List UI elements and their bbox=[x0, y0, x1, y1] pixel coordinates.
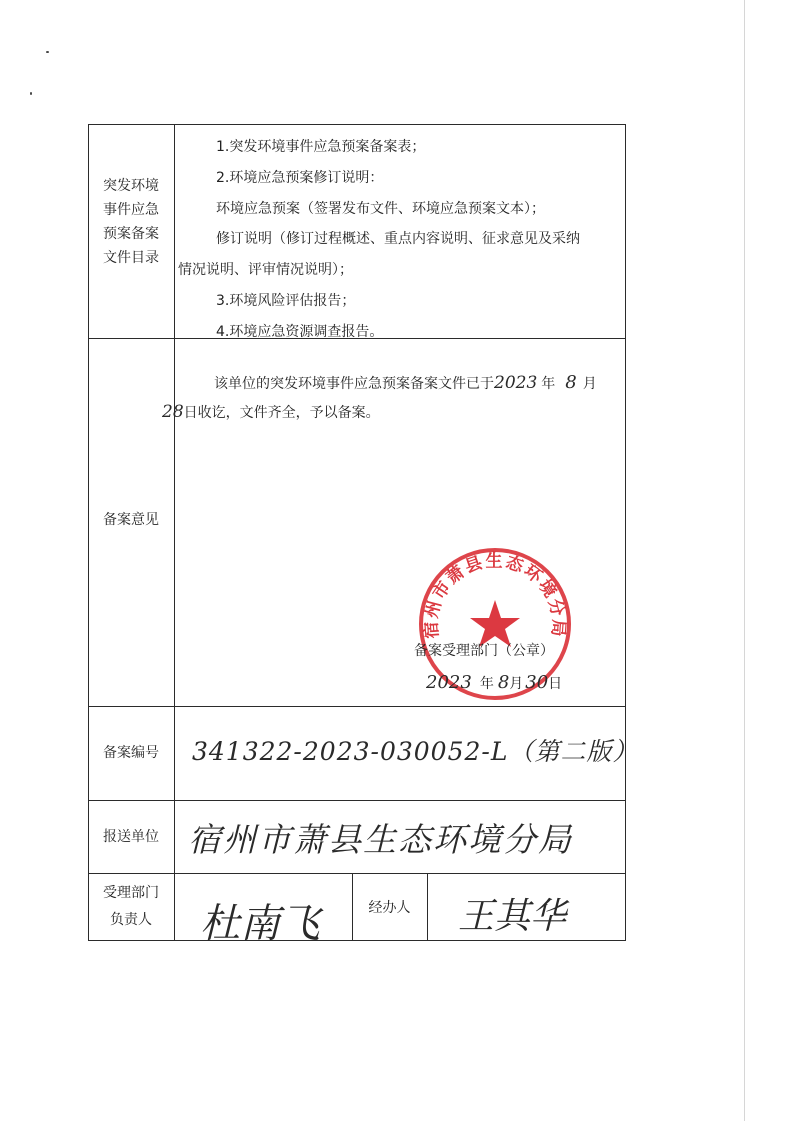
catalog-item: 1.突发环境事件应急预案备案表； bbox=[216, 139, 426, 155]
catalog-label-line: 文件目录 bbox=[103, 250, 159, 266]
catalog-list bbox=[178, 132, 618, 348]
year-unit: 年 bbox=[541, 376, 556, 392]
dept-head-label-line: 负责人 bbox=[110, 912, 152, 928]
sign-day-unit: 日 bbox=[548, 676, 563, 692]
scan-speck bbox=[30, 92, 32, 95]
submitting-unit-label: 报送单位 bbox=[103, 829, 159, 845]
record-no-handwritten: 341322-2023-030052-L（第二版） bbox=[192, 737, 639, 766]
row-divider bbox=[88, 873, 626, 874]
opinion-label: 备案意见 bbox=[103, 512, 159, 528]
opinion-prefix: 该单位的突发环境事件应急预案备案文件已于 bbox=[214, 376, 494, 392]
opinion-suffix: 日收讫，文件齐全，予以备案。 bbox=[183, 405, 380, 421]
catalog-label-line: 事件应急 bbox=[103, 202, 159, 218]
handler-label: 经办人 bbox=[368, 900, 411, 916]
handwritten-month: 8 bbox=[565, 372, 577, 393]
catalog-label-line: 预案备案 bbox=[103, 226, 159, 242]
catalog-item: 2.环境应急预案修订说明： bbox=[216, 169, 384, 186]
record-no-label: 备案编号 bbox=[103, 745, 159, 761]
dept-head-label bbox=[88, 880, 174, 934]
sign-year-unit: 年 bbox=[479, 676, 494, 692]
sign-year: 2023 bbox=[426, 672, 472, 693]
page-edge bbox=[744, 0, 745, 1121]
catalog-label bbox=[88, 174, 174, 270]
sign-month-unit: 月 bbox=[509, 676, 524, 692]
sign-month: 8 bbox=[497, 672, 510, 693]
scan-speck bbox=[46, 51, 49, 53]
opinion-line-2 bbox=[162, 402, 380, 422]
row-divider bbox=[88, 800, 626, 801]
table-border-right bbox=[625, 124, 626, 941]
column-divider-signatures bbox=[427, 873, 428, 941]
catalog-label-line: 突发环境 bbox=[103, 178, 159, 194]
sign-date bbox=[426, 672, 562, 693]
submitting-unit-handwritten: 宿州市萧县生态环境分局 bbox=[188, 820, 573, 859]
catalog-item: 4.环境应急资源调查报告。 bbox=[216, 323, 384, 340]
filing-form-table bbox=[88, 124, 639, 947]
table-border-bottom bbox=[88, 940, 626, 941]
catalog-item: 修订说明（修订过程概述、重点内容说明、征求意见及采纳 bbox=[216, 231, 580, 248]
receiving-dept-label: 备案受理部门（公章） bbox=[414, 643, 554, 659]
opinion-line-1 bbox=[214, 372, 597, 393]
table-border-top bbox=[88, 124, 626, 125]
handler-signature: 王其华 bbox=[458, 896, 567, 937]
handwritten-year: 2023 bbox=[494, 373, 538, 393]
seal-text: 宿州市萧县生态环境分局 bbox=[421, 551, 569, 640]
month-unit: 月 bbox=[582, 376, 597, 392]
catalog-item: 环境应急预案（签署发布文件、环境应急预案文本）； bbox=[216, 200, 545, 217]
column-divider bbox=[174, 124, 175, 941]
dept-head-signature: 杜南飞 bbox=[200, 901, 320, 947]
catalog-item: 情况说明、评审情况说明）； bbox=[178, 262, 353, 279]
sign-day: 30 bbox=[525, 672, 549, 693]
row-divider bbox=[88, 706, 626, 707]
handwritten-day: 28 bbox=[162, 402, 184, 422]
dept-head-label-line: 受理部门 bbox=[103, 885, 159, 901]
catalog-item: 3.环境风险评估报告； bbox=[216, 292, 356, 309]
